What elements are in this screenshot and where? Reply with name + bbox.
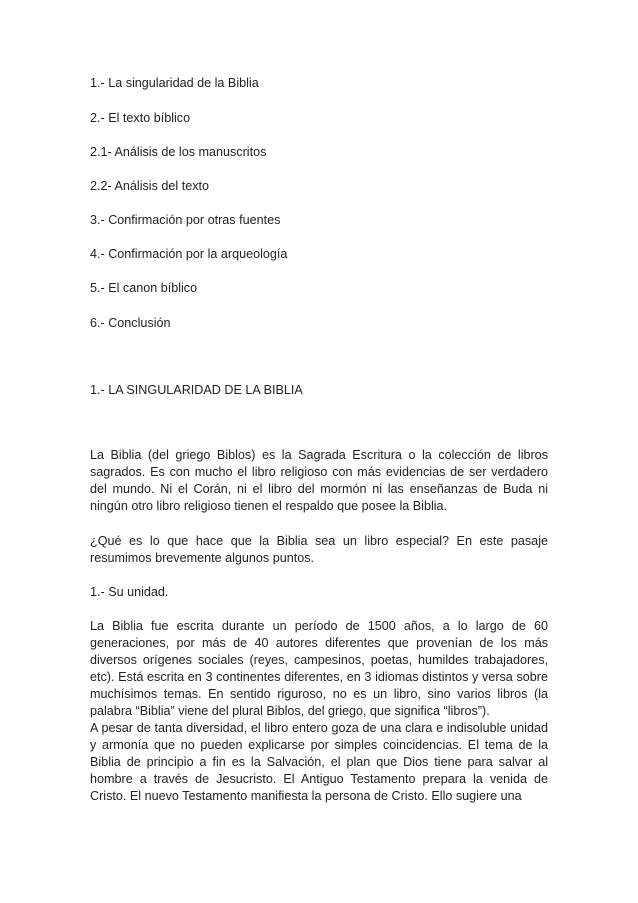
toc-item: 1.- La singularidad de la Biblia xyxy=(90,76,259,90)
unity-paragraph-1: La Biblia fue escrita durante un período de 1500 años, a lo largo de 60 generaciones, por más de 40 autores diferentes que provenían de los más diversos orígenes sociales (reyes, campesinos, poetas, humildes trabajadores, etc). Está escrita en 3 continentes diferentes, en 3 idiomas distintos y versa sobre muchísimos temas. En sentido riguroso, no es un libro, sino varios libros (la palabra “Biblia” viene del plural Biblos, del griego, que significa “libros”). xyxy=(90,619,548,719)
toc-item: 2.- El texto bíblico xyxy=(90,111,191,125)
toc-item: 2.1- Análisis de los manuscritos xyxy=(90,145,267,159)
toc-item: 5.- El canon bíblico xyxy=(90,281,198,295)
unity-paragraph-2: A pesar de tanta diversidad, el libro entero goza de una clara e indisoluble unidad y armonía que no pueden explicarse por simples coincidencias. El tema de la Biblia de principio a fin es la Salvación, el plan que Dios tiene para salvar al hombre a través de Jesucristo. El Antiguo Testamento prepara la venida de Cristo. El nuevo Testamento manifiesta la persona de Cristo. Ello sugiere una xyxy=(90,721,548,804)
question-paragraph: ¿Qué es lo que hace que la Biblia sea un libro especial? En este pasaje resumimos brevemente algunos puntos. xyxy=(90,534,548,566)
toc-item: 2.2- Análisis del texto xyxy=(90,179,210,193)
toc-item: 3.- Confirmación por otras fuentes xyxy=(90,213,281,227)
subsection-heading: 1.- Su unidad. xyxy=(90,585,169,599)
toc-item: 4.- Confirmación por la arqueología xyxy=(90,247,288,261)
intro-paragraph: La Biblia (del griego Biblos) es la Sagrada Escritura o la colección de libros sagrados. Es con mucho el libro religioso con más evidencias de ser verdadero del mundo. Ni el Corán, ni el libro del mormón ni las enseñanzas de Buda ni ningún otro libro religioso tienen el respaldo que posee la Biblia. xyxy=(90,448,548,514)
toc-item: 6.- Conclusión xyxy=(90,316,171,330)
section-heading: 1.- LA SINGULARIDAD DE LA BIBLIA xyxy=(90,383,303,397)
